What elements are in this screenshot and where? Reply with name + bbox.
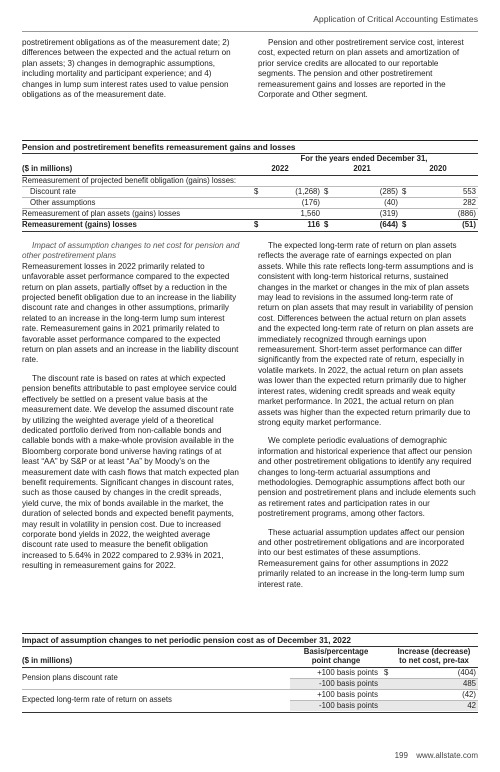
table2-unit-label: ($ in millions) [22, 656, 73, 665]
table2-value: (404) [457, 668, 476, 677]
table2-col2-header: Increase (decrease) [397, 647, 471, 656]
italic-heading: Impact of assumption changes to net cost for pension and other postretirement plans [22, 241, 240, 261]
table1-cell: 282 [462, 198, 476, 207]
body-paragraph: The discount rate is based on rates at which expected pension benefits attributable to past employee service could effectively be settled on a present value basis at the measurement date. We develop the assumed discount rate by utilizing the weighted average yield of a theoretical dedicated portfolio derived from non-callable bonds and callable bonds with a make-whole provision available in the Bloomberg corporate bond universe having ratings of at least “AA” by S&P or at least “Aa” by Moody’s on the measurement date with cash flows that match expected plan benefit requirements. Significant changes in discount rates, such as those caused by changes in the credit spreads, yield curve, the mix of bonds available in the market, the duration of selected bonds and expected benefit payments, may result in volatility in pension cost. Due to increased corporate bond yields in 2022, the weighted average discount rate used to measure the benefit obligation increased to 5.64% in 2022 compared to 2.93% in 2021, resulting in remeasurement gains for 2022. [22, 373, 239, 571]
table1-rule [22, 231, 478, 232]
table1-cell: (319) [379, 209, 398, 218]
body-paragraph: We complete periodic evaluations of demographic information and historical experience that affect our pension and other postretirement obligations to identify any required changes to long-term actuarial assumptions and methodologies. Demographic assumptions affect both our pension and postretirement plans and include elements such as retirement rates and participation rates in our postretirement programs, among other factors. [258, 436, 476, 519]
table1-row-label: Remeasurement of plan assets (gains) losses [22, 209, 181, 218]
table2-change: -100 basis points [319, 701, 378, 710]
table2-change: +100 basis points [317, 668, 378, 677]
left-column-body [22, 241, 240, 572]
table1-dollar-sign: $ [254, 220, 259, 229]
right-column-body [258, 241, 476, 590]
table2-value: (42) [462, 690, 476, 699]
table1-cell: (886) [457, 209, 476, 218]
table1-dollar-sign: $ [402, 220, 407, 229]
table1-row-label: Discount rate [30, 187, 76, 196]
right-top-paragraph: Pension and other postretirement service cost, interest cost, expected return on plan assets and amortization of prior service credits are allocated to our reportable segments. The pension and other postretirement remeasurement gains and losses are reported in the Corporate and Other segment. [258, 38, 464, 100]
table1-title: Pension and postretirement benefits remeasurement gains and losses [22, 140, 478, 152]
table1-cell: (285) [379, 187, 398, 196]
table2-change: -100 basis points [319, 679, 378, 688]
table2-value: 485 [462, 679, 476, 688]
table1-total-cell: 116 [307, 220, 320, 229]
table2-dollar-sign: $ [384, 668, 389, 677]
table1-row-label: Other assumptions [30, 198, 96, 207]
table1-cell: (40) [384, 198, 398, 207]
table1-cell: (176) [301, 198, 320, 207]
table2-col1-header: point change [311, 656, 361, 665]
body-paragraph: These actuarial assumption updates affect our pension and other postretirement obligations and are incorporated into our best estimates of these assumptions. Remeasurement gains for other assumptions in 2022 primarily related to an increase in the long-term lump sum interest rate. [258, 527, 465, 589]
table1-total-cell: (51) [462, 220, 476, 229]
table2-group-label: Pension plans discount rate [22, 673, 118, 682]
table2-title: Impact of assumption changes to net periodic pension cost as of December 31, 2022 [22, 633, 478, 645]
table1-total-label: Remeasurement (gains) losses [22, 220, 137, 229]
page-number: 199 [394, 751, 408, 760]
table2-col2-header: to net cost, pre-tax [399, 656, 469, 665]
table1-cell: 1,560 [300, 209, 320, 218]
left-top-paragraph: postretirement obligations as of the measurement date; 2) differences between the expected and the actual return on plan assets; 3) changes in demographic assumptions, including mortality and participant experience; and 4) changes in lump sum interest rates used to value pension obligations as of the measurement date. [22, 38, 231, 100]
table1-cell: 553 [462, 187, 476, 196]
header-rule [22, 31, 478, 32]
table1-period-header: For the years ended December 31, [300, 154, 428, 163]
table1-unit-label: ($ in millions) [22, 164, 73, 173]
table1-total-cell: (644) [379, 220, 398, 229]
table1-year-2021: 2021 [353, 164, 371, 173]
table2-rule [22, 712, 478, 713]
table1-dollar-sign: $ [324, 220, 329, 229]
table1-rule [22, 186, 478, 187]
table1-year-2020: 2020 [429, 164, 447, 173]
page-header: Application of Critical Accounting Estimates [313, 14, 478, 24]
body-paragraph: Remeasurement losses in 2022 primarily related to unfavorable asset performance compared to the expected return on plan assets, partially offset by a reduction in the projected benefit obligation due to an increase in the liability discount rate and changes in other assumptions, primarily related to an increase in the long-term lump sum interest rate. Remeasurement gains in 2021 primarily related to favorable asset performance compared to the expected return on plan assets and an increase in the liability discount rate. [22, 261, 239, 365]
table1-section-label: Remeasurement of projected benefit obligation (gains) losses: [22, 176, 237, 185]
table2-value: 42 [467, 701, 476, 710]
table1-year-2022: 2022 [271, 164, 289, 173]
left-column-top [22, 38, 240, 100]
body-paragraph: The expected long-term rate of return on plan assets reflects the average rate of earnings expected on plan assets. While this rate reflects long-term assumptions and is consistent with long-term historical returns, sustained changes in the market or changes in the mix of plan assets may lead to revisions in the assumed long-term rate of return on plan assets that may result in variability of pension cost. Differences between the actual return on plan assets and the expected long-term rate of return on plan assets are immediately recognized through earnings upon remeasurement. Short-term asset performance can differ significantly from the expected rate of return, especially in volatile markets. In 2022, the actual return on plan assets was lower than the expected return primarily due to higher interest rates, widening credit spreads and weak equity market performance. In 2021, the actual return on plan assets was higher than the expected return primarily due to strong equity market performance. [258, 241, 474, 427]
right-column-top [258, 38, 476, 100]
table1-dollar-sign: $ [402, 187, 407, 196]
table2-col1-header: Basis/percentage [303, 647, 369, 656]
table1-dollar-sign: $ [254, 187, 259, 196]
page-footer [389, 751, 478, 760]
website-link[interactable]: www.allstate.com [416, 751, 478, 760]
table2-group-label: Expected long-term rate of return on assets [22, 695, 172, 704]
table1-dollar-sign: $ [324, 187, 329, 196]
table2-change: +100 basis points [317, 690, 378, 699]
table1-cell: (1,268) [295, 187, 320, 196]
